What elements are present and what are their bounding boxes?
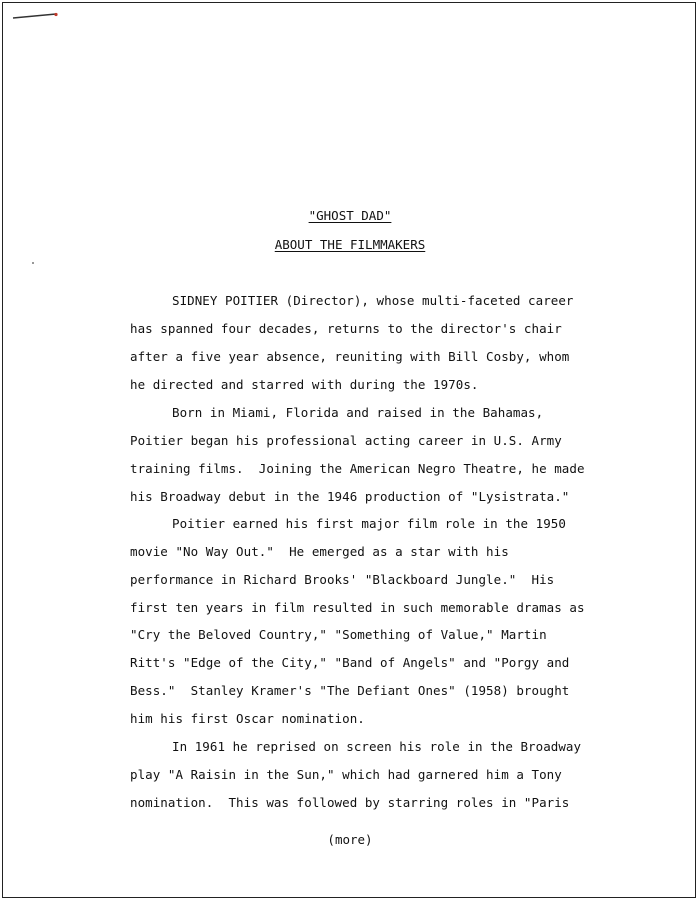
text-line: movie "No Way Out." He emerged as a star with his	[130, 544, 509, 559]
text-line: training films. Joining the American Negro Theatre, he made	[130, 461, 585, 476]
text-line: after a five year absence, reuniting with Bill Cosby, whom	[130, 349, 570, 364]
text-line: SIDNEY POITIER (Director), whose multi-faceted career	[172, 293, 574, 308]
text-line: In 1961 he reprised on screen his role in the Broadway	[172, 739, 582, 754]
text-line: has spanned four decades, returns to the director's chair	[130, 321, 562, 336]
document-subtitle: ABOUT THE FILMMAKERS	[274, 237, 426, 252]
document-page	[2, 2, 696, 898]
text-line: "Cry the Beloved Country," "Something of Value," Martin	[130, 627, 547, 642]
text-line: Born in Miami, Florida and raised in the Bahamas,	[172, 405, 544, 420]
text-line: performance in Richard Brooks' "Blackboard Jungle." His	[130, 572, 555, 587]
pen-mark-icon	[12, 11, 58, 25]
text-line: Ritt's "Edge of the City," "Band of Angels" and "Porgy and	[130, 655, 570, 670]
text-line: Poitier began his professional acting career in U.S. Army	[130, 433, 562, 448]
continuation-note: (more)	[327, 832, 373, 847]
text-line: Poitier earned his first major film role in the 1950	[172, 516, 566, 531]
text-line: play "A Raisin in the Sun," which had garnered him a Tony	[130, 767, 562, 782]
text-line: him his first Oscar nomination.	[130, 711, 365, 726]
text-line: first ten years in film resulted in such memorable dramas as	[130, 600, 585, 615]
text-line: nomination. This was followed by starring roles in "Paris	[130, 795, 570, 810]
speck	[32, 262, 34, 264]
text-line: he directed and starred with during the 1970s.	[130, 377, 479, 392]
document-title: "GHOST DAD"	[308, 208, 392, 223]
text-line: Bess." Stanley Kramer's "The Defiant Ones" (1958) brought	[130, 683, 570, 698]
text-line: his Broadway debut in the 1946 production of "Lysistrata."	[130, 489, 570, 504]
